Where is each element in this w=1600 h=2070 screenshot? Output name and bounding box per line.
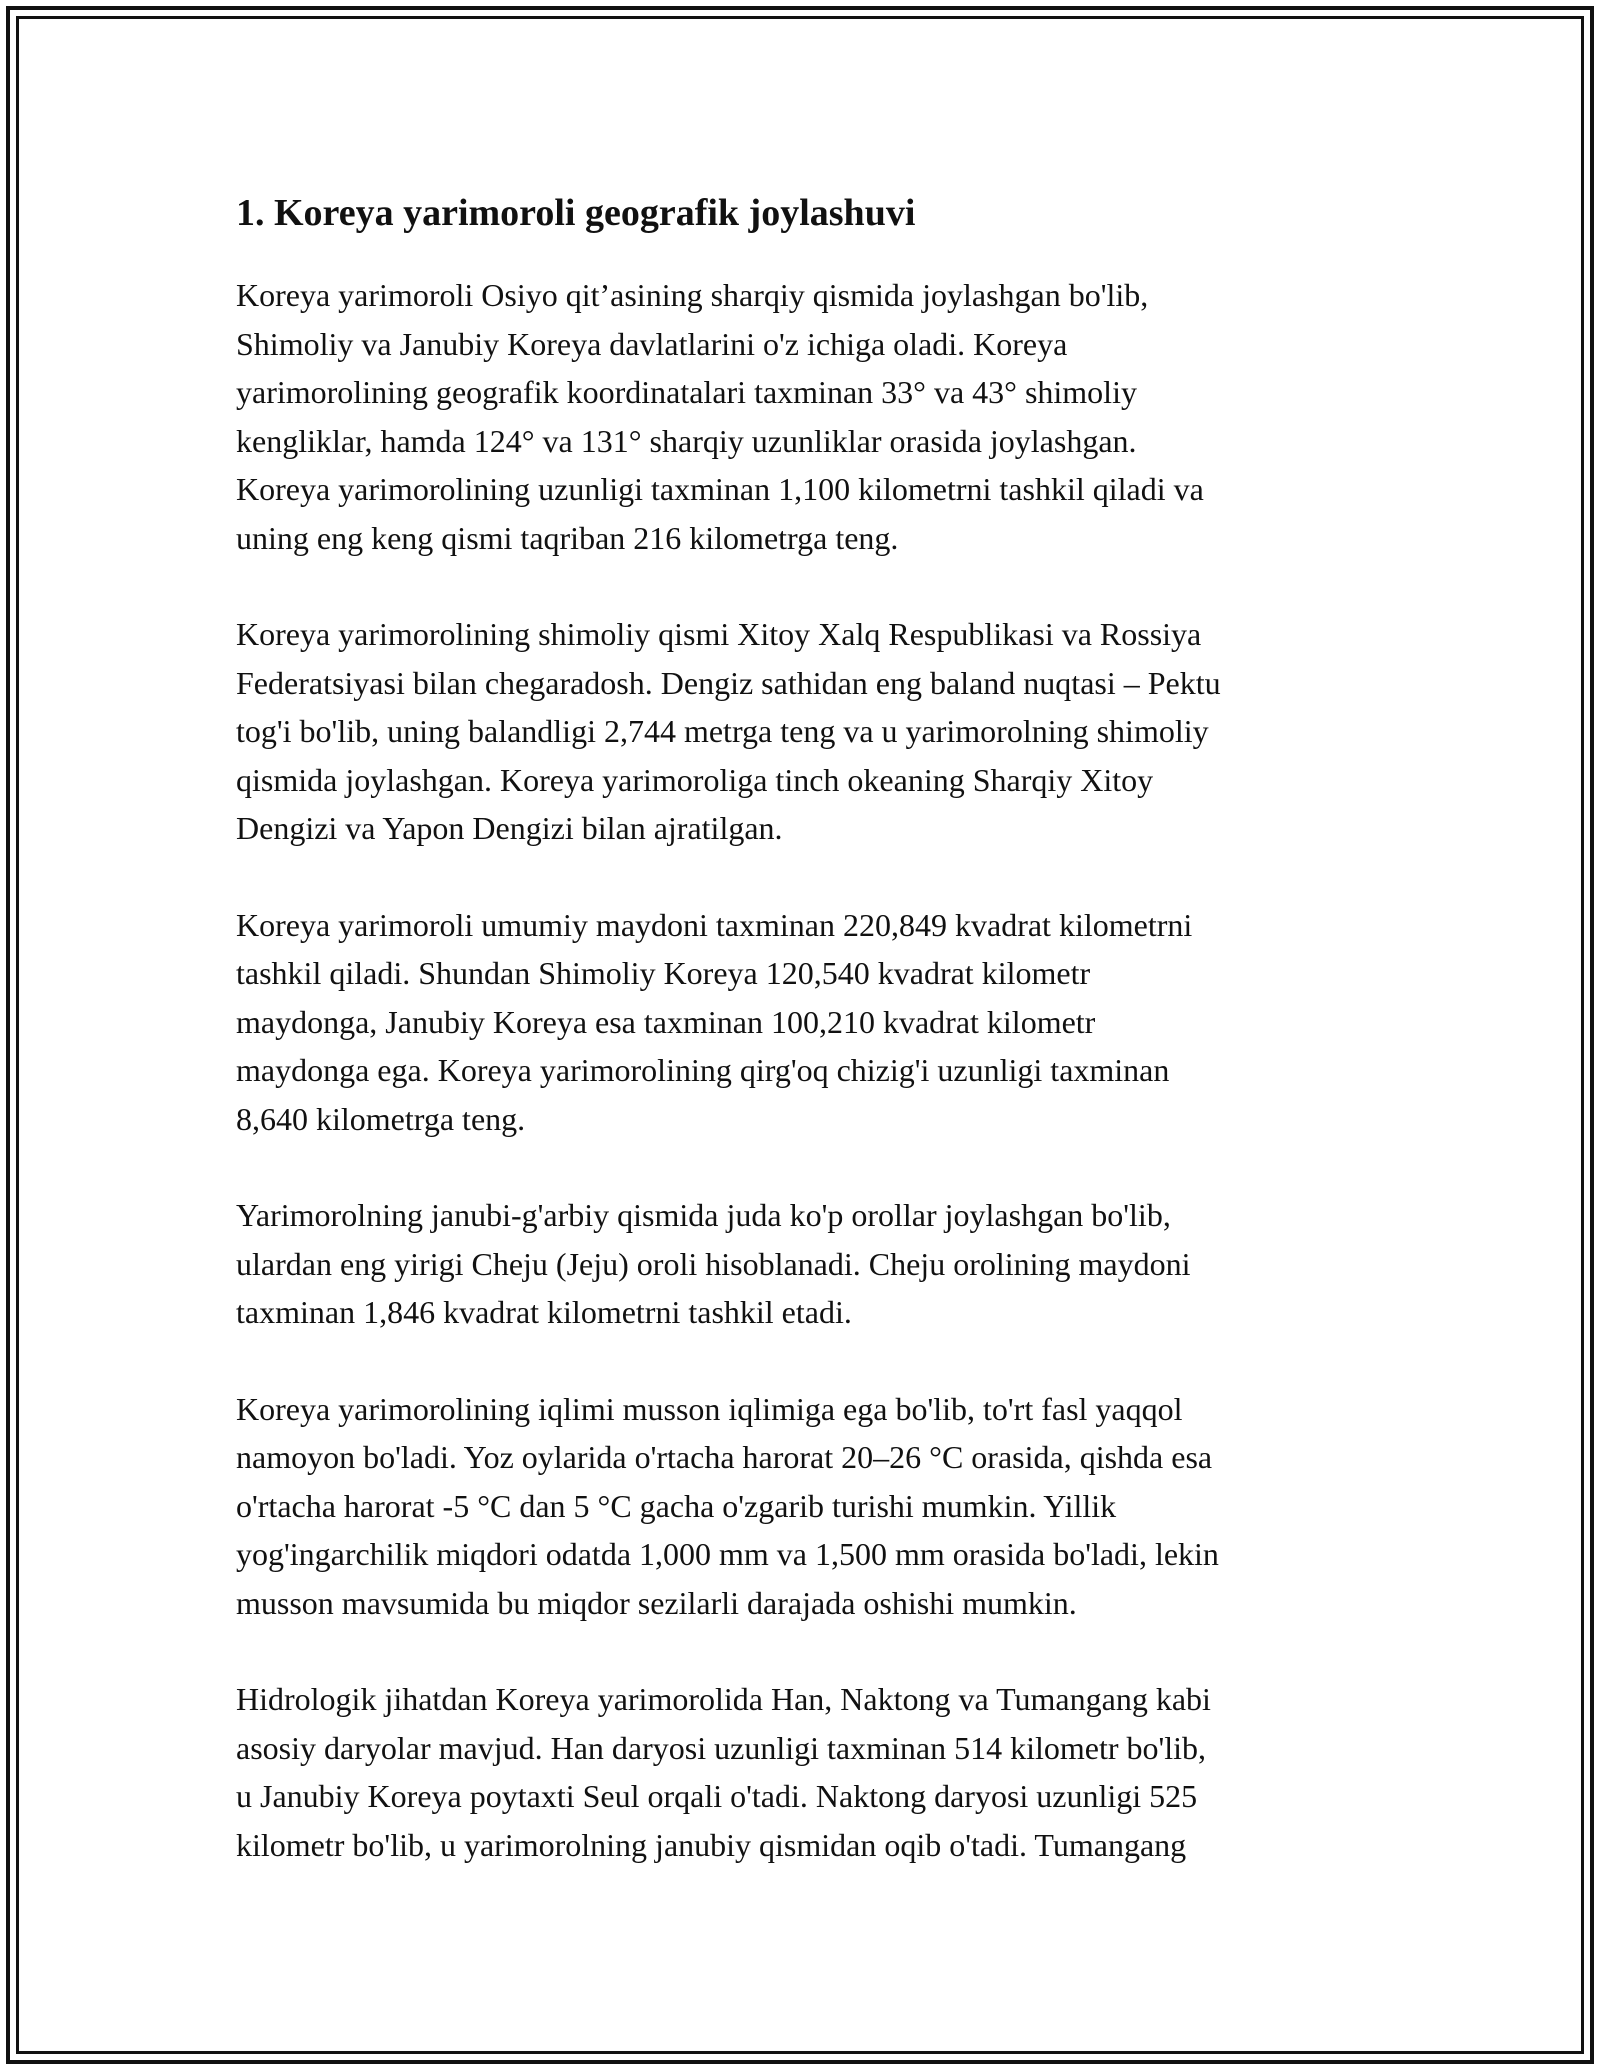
text-line: 8,640 kilometrga teng.: [236, 1100, 526, 1137]
text-line: Koreya yarimorolining shimoliy qismi Xitoy Xalq Respublikasi va Rossiya: [236, 616, 1202, 652]
text-line: ulardan eng yirigi Cheju (Jeju) oroli hisoblanadi. Cheju orolining maydoni: [236, 1245, 1191, 1282]
section-heading: 1. Koreya yarimoroli geografik joylashuvi: [236, 192, 916, 234]
text-line: kilometr bo'lib, u yarimorolning janubiy qismidan oqib o'tadi. Tumangang: [236, 1826, 1187, 1863]
text-line: Yarimorolning janubi-g'arbiy qismida juda ko'p orollar joylashgan bo'lib,: [236, 1197, 1171, 1233]
text-line: namoyon bo'ladi. Yoz oylarida o'rtacha harorat 20–26 °C orasida, qishda esa: [236, 1439, 1213, 1475]
text-line: o'rtacha harorat -5 °C dan 5 °C gacha o'zgarib turishi mumkin. Yillik: [236, 1487, 1117, 1524]
text-line: asosiy daryolar mavjud. Han daryosi uzunligi taxminan 514 kilometr bo'lib,: [236, 1729, 1207, 1766]
text-line: Dengizi va Yapon Dengizi bilan ajratilgan.: [236, 810, 783, 846]
text-line: maydonga, Janubiy Koreya esa taxminan 100,210 kvadrat kilometr: [236, 1003, 1096, 1040]
text-line: Koreya yarimoroli Osiyo qit’asining sharqiy qismida joylashgan bo'lib,: [236, 277, 1149, 313]
paragraph-location: [236, 271, 1386, 562]
document-body: [236, 185, 1386, 1917]
text-line: yarimorolining geografik koordinatalari taxminan 33° va 43° shimoliy: [236, 374, 1137, 410]
text-line: yog'ingarchilik miqdori odatda 1,000 mm va 1,500 mm orasida bo'ladi, lekin: [236, 1536, 1219, 1572]
text-line: Koreya yarimorolining iqlimi musson iqlimiga ega bo'lib, to'rt fasl yaqqol: [236, 1390, 1183, 1427]
text-line: Federatsiyasi bilan chegaradosh. Dengiz sathidan eng baland nuqtasi – Pektu: [236, 664, 1221, 701]
text-line: Hidrologik jihatdan Koreya yarimorolida Han, Naktong va Tumangang kabi: [236, 1681, 1211, 1717]
text-line: u Janubiy Koreya poytaxti Seul orqali o'tadi. Naktong daryosi uzunligi 525: [236, 1778, 1198, 1814]
paragraph-climate: [236, 1385, 1386, 1628]
text-line: kengliklar, hamda 124° va 131° sharqiy uzunliklar orasida joylashgan.: [236, 422, 1137, 459]
text-line: maydonga ega. Koreya yarimorolining qirg'oq chizig'i uzunligi taxminan: [236, 1052, 1170, 1088]
text-line: qismida joylashgan. Koreya yarimoroliga tinch okeaning Sharqiy Xitoy: [236, 761, 1154, 798]
text-line: Koreya yarimoroli umumiy maydoni taxminan 220,849 kvadrat kilometrni: [236, 906, 1193, 943]
paragraph-hydrology: [236, 1675, 1386, 1869]
text-line: musson mavsumida bu miqdor sezilarli darajada oshishi mumkin.: [236, 1584, 1077, 1621]
paragraph-borders: [236, 610, 1386, 853]
paragraph-area: [236, 901, 1386, 1144]
text-line: uning eng keng qismi taqriban 216 kilometrga teng.: [236, 519, 899, 556]
text-line: tog'i bo'lib, uning balandligi 2,744 metrga teng va u yarimorolning shimoliy: [236, 713, 1209, 749]
text-line: tashkil qiladi. Shundan Shimoliy Koreya 120,540 kvadrat kilometr: [236, 955, 1091, 991]
paragraph-islands: [236, 1191, 1386, 1337]
text-line: Koreya yarimorolining uzunligi taxminan 1,100 kilometrni tashkil qiladi va: [236, 471, 1204, 507]
text-line: Shimoliy va Janubiy Koreya davlatlarini o'z ichiga oladi. Koreya: [236, 325, 1068, 362]
text-line: taxminan 1,846 kvadrat kilometrni tashkil etadi.: [236, 1294, 852, 1330]
